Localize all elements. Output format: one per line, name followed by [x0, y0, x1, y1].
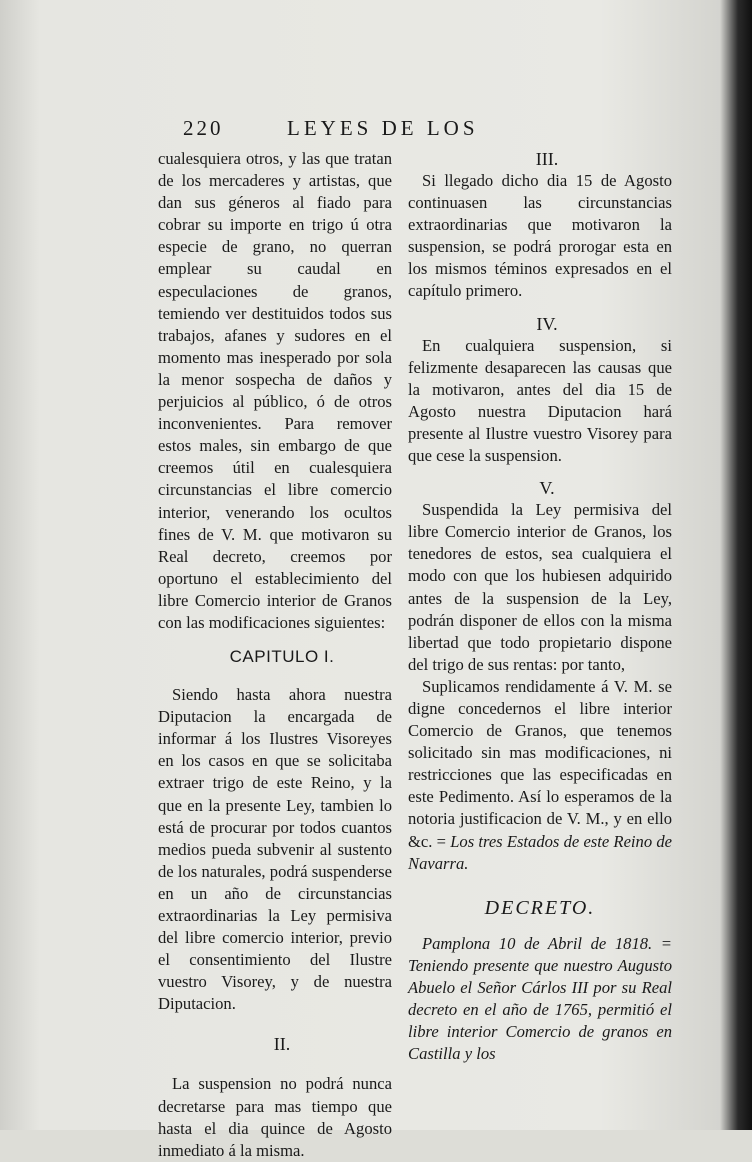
right-column — [408, 148, 672, 1065]
page-number: 220 — [183, 116, 224, 140]
section-heading: V. — [539, 478, 555, 499]
section-heading: III. — [535, 149, 559, 169]
page-header — [183, 116, 513, 144]
paragraph: La suspension no podrá nunca decretarse para mas tiempo que hasta el dia quince de Agosto inmediato á la misma. — [158, 1074, 392, 1160]
running-title: LEYES DE LOS — [287, 116, 479, 140]
petition-text: Suplicamos rendidamente á V. M. se digne concedernos el libre interior Comercio de Granos, que tenemos solicitado sin mas modificaciones, ni restricciones que las especificadas en este Pedimento. Así lo esperamos de la notoria justificacion de V. M., y en ello &c. = — [408, 676, 672, 851]
signature-text: Los tres Estados de este Reino de Navarra. — [408, 831, 672, 873]
left-column — [158, 148, 392, 1162]
paragraph: cualesquiera otros, y las que tratan de los mercaderes y artistas, que dan sus géneros al fiado para cobrar su importe en trigo ú otra especie de grano, no querran emplear su caudal en especulaciones de granos, temiendo ver destituidos todos sus trabajos, afanes y sudores en el momento mas inesperado por sola la menor sospecha de daños y perjuicios al público, ó de otros inconvenientes. Para remover estos males, sin embargo de que creemos útil en cualesquiera circunstancias el libre comercio interior, venerando los ocultos fines de V. M. que motivaron su Real decreto, creemos por oportuno el establecimiento del libre Comercio interior de Granos con las modificaciones siguientes: — [158, 149, 392, 632]
decreto-paragraph: Pamplona 10 de Abril de 1818. = Teniendo presente que nuestro Augusto Abuelo el Señor Cárlos III por su Real decreto en el año de 1765, permitió el libre interior Comercio de granos en Castilla y los — [408, 933, 672, 1064]
chapter-heading: CAPITULO I. — [229, 647, 335, 667]
section-heading: IV. — [536, 313, 558, 334]
paragraph: Suspendida la Ley permisiva del libre Comercio interior de Granos, los tenedores de estos, sea cualquiera el modo con que los hubiesen adquirido antes de la suspension de la Ley, podrán disponer de ellos con la misma libertad que todo propietario dispone del trigo de sus rentas: por tanto, — [408, 500, 672, 674]
paragraph: Si llegado dicho dia 15 de Agosto continuasen las circunstancias extraordinarias que motivaron la suspension, se podrá prorogar esta en los mismos téminos expresados en el capítulo primero. — [408, 171, 672, 301]
paragraph — [408, 676, 672, 875]
paragraph: Siendo hasta ahora nuestra Diputacion la encargada de informar á los Ilustres Visoreyes en los casos en que se solicitaba extraer trigo de este Reino, y la que en la presente Ley, tambien lo está de procurar por todos cuantos medios pueda subvenir al sustento de los naturales, podrá suspenderse en un año de circunstancias extraordinarias la Ley permisiva del libre comercio interior, previo el consentimiento del Ilustre vuestro Visorey, y de nuestra Diputacion. — [158, 685, 392, 1014]
decreto-heading: DECRETO. — [484, 896, 596, 919]
paragraph: En cualquiera suspension, si felizmente desaparecen las causas que la motivaron, antes del dia 15 de Agosto nuestra Diputacion hará presente al Ilustre vuestro Visorey para que cese la suspension. — [408, 335, 672, 466]
section-heading: II. — [273, 1034, 291, 1055]
